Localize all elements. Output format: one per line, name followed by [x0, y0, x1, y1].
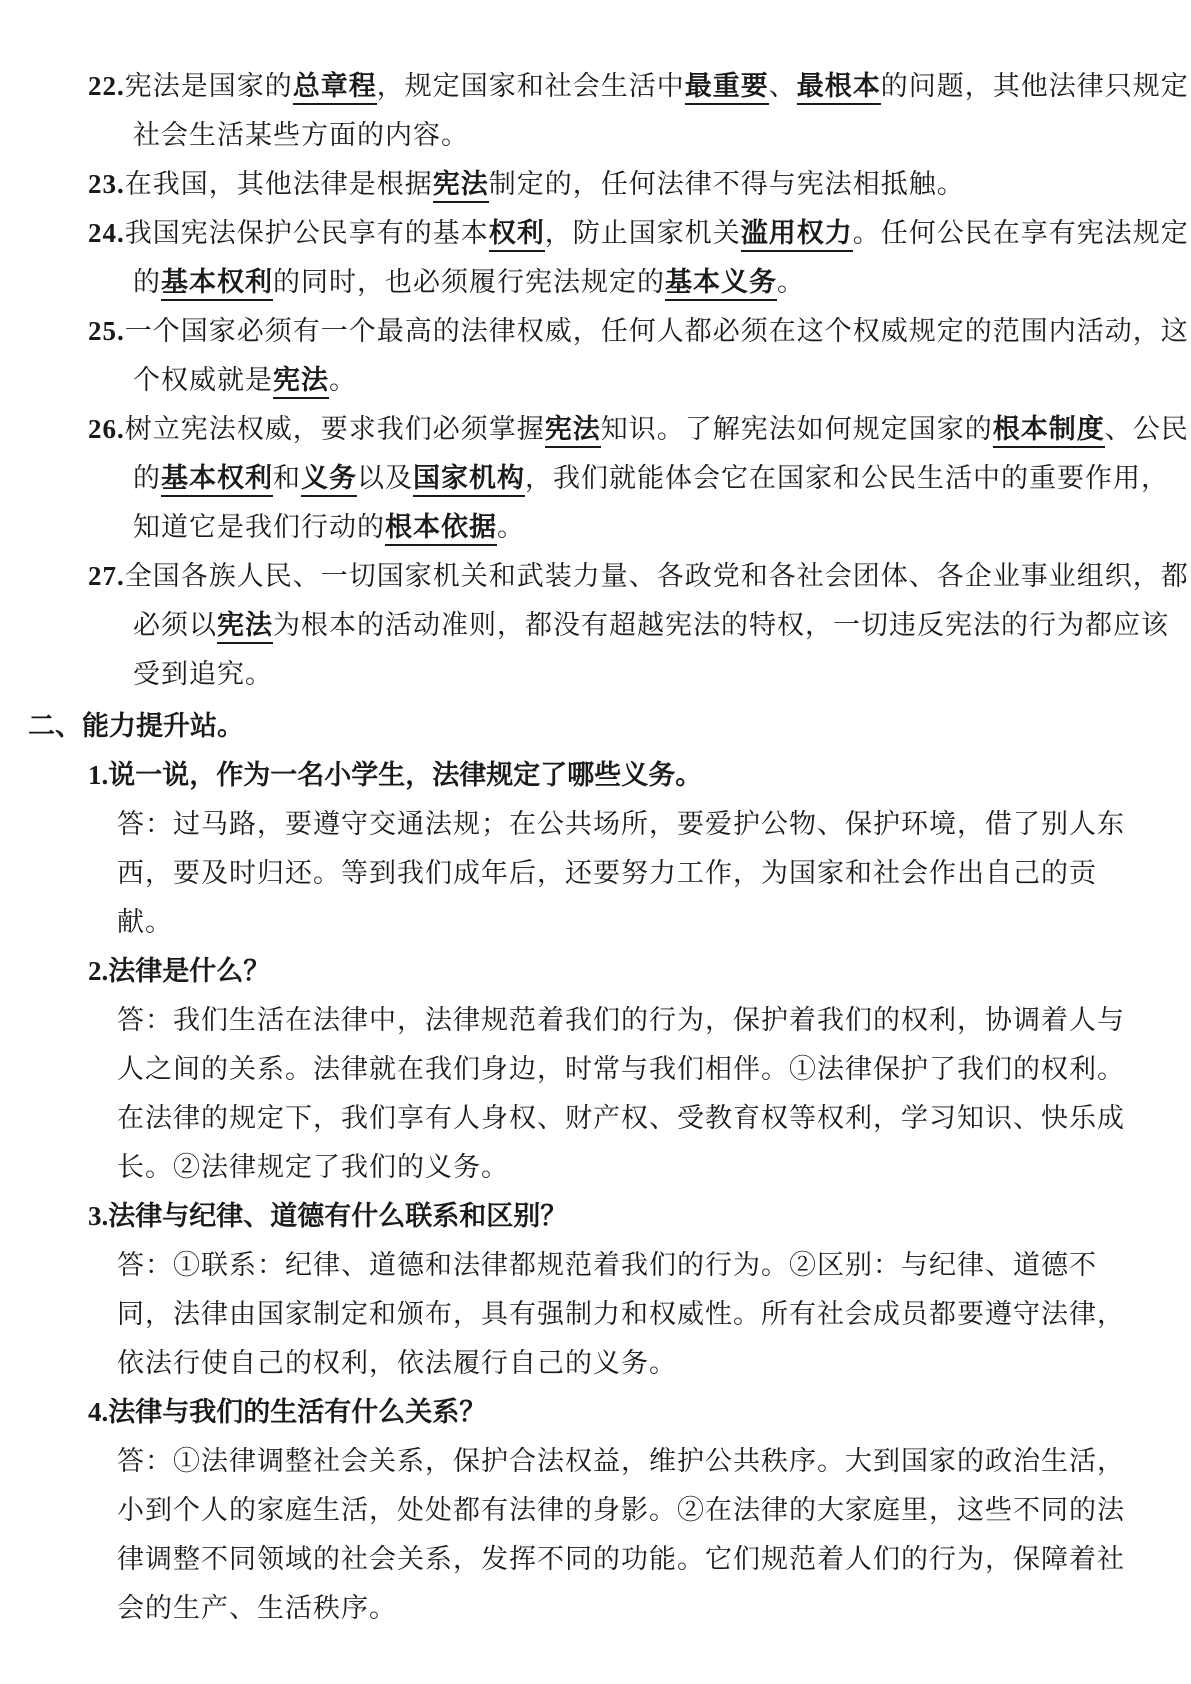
item-number: 22.	[88, 71, 125, 101]
item-24	[88, 209, 1191, 307]
item-text: 为根本的活动准则，都没有超越宪法的特权，一切违反宪法的行为都应该受到追究。	[133, 610, 1169, 690]
question-number: 1.	[88, 760, 109, 790]
item-text: 我国宪法保护公民享有的基本	[124, 218, 489, 249]
item-text: 和	[273, 463, 301, 494]
item-text: 。	[777, 267, 805, 298]
item-text: 、	[768, 71, 797, 102]
key-term: 滥用权力	[741, 218, 853, 252]
item-text: 以及	[357, 463, 413, 494]
answer-1: 答：过马路，要遵守交通法规；在公共场所，要爱护公物、保护环境，借了别人东西，要及时归还。等到我们成年后，还要努力工作，为国家和社会作出自己的贡献。	[117, 809, 1125, 938]
item-number: 27.	[88, 561, 125, 591]
question-2	[88, 947, 1148, 996]
question-text: 法律与纪律、道德有什么联系和区别？	[108, 1201, 568, 1232]
item-text: 一个国家必须有一个最高的法律权威，任何人都必须在这个权威规定的范围内活动，这个权威就是	[124, 316, 1189, 396]
item-text: 、公民的	[133, 414, 1189, 494]
key-term: 根本依据	[385, 512, 497, 546]
question-3	[88, 1192, 1148, 1241]
question-4	[88, 1388, 1148, 1437]
key-term: 权利	[489, 218, 545, 252]
item-text: 全国各族人民、一切国家机关和武装力量、各政党和各社会团体、各企业事业组织，都必须以	[124, 561, 1189, 641]
item-number: 25.	[88, 316, 125, 346]
question-number: 4.	[88, 1397, 109, 1427]
item-text: 在我国，其他法律是根据	[124, 169, 433, 200]
key-term: 基本权利	[161, 463, 273, 497]
key-term: 基本义务	[665, 267, 777, 301]
question-text: 法律与我们的生活有什么关系？	[108, 1397, 487, 1428]
key-term: 最重要	[685, 71, 769, 105]
section-title: 二、能力提升站。	[28, 711, 244, 742]
item-text: 。	[497, 512, 525, 543]
question-number: 3.	[88, 1201, 109, 1231]
item-25	[88, 307, 1191, 405]
key-term: 宪法	[273, 365, 329, 399]
item-text: 宪法是国家的	[124, 71, 293, 102]
item-text: 的问题，其他法律只规定社会生活某些方面的内容。	[133, 71, 1189, 151]
item-text: ，我们就能体会它在国家和公民生活中的重要作用，知道它是我们行动的	[133, 463, 1169, 543]
item-number: 26.	[88, 414, 125, 444]
question-text: 法律是什么？	[108, 956, 271, 987]
key-term: 义务	[301, 463, 357, 497]
key-term: 宪法	[545, 414, 601, 448]
answer-2: 答：我们生活在法律中，法律规范着我们的行为，保护着我们的权利，协调着人与人之间的关系。法律就在我们身边，时常与我们相伴。①法律保护了我们的权利。在法律的规定下，我们享有人身权、财产权、受教育权等权利，学习知识、快乐成长。②法律规定了我们的义务。	[117, 1005, 1125, 1183]
item-22	[88, 62, 1191, 160]
key-term: 基本权利	[161, 267, 273, 301]
item-number: 23.	[88, 169, 125, 199]
key-term: 根本制度	[993, 414, 1105, 448]
item-text: 制定的，任何法律不得与宪法相抵触。	[488, 169, 965, 200]
key-term: 宪法	[433, 169, 489, 203]
item-text: 的同时，也必须履行宪法规定的	[273, 267, 665, 298]
question-number: 2.	[88, 956, 109, 986]
key-term: 国家机构	[413, 463, 525, 497]
answer-4: 答：①法律调整社会关系，保护合法权益，维护公共秩序。大到国家的政治生活，小到个人的家庭生活，处处都有法律的身影。②在法律的大家庭里，这些不同的法律调整不同领域的社会关系，发挥不同的功能。它们规范着人们的行为，保障着社会的生产、生活秩序。	[117, 1446, 1125, 1624]
item-number: 24.	[88, 218, 125, 248]
key-term: 最根本	[797, 71, 881, 105]
item-text: ，规定国家和社会生活中	[376, 71, 685, 102]
item-27	[88, 552, 1191, 699]
item-text: 树立宪法权威，要求我们必须掌握	[124, 414, 545, 445]
item-23	[88, 160, 1191, 209]
item-text: 知识。了解宪法如何规定国家的	[600, 414, 993, 445]
item-26	[88, 405, 1191, 552]
answer-3: 答：①联系：纪律、道德和法律都规范着我们的行为。②区别：与纪律、道德不同，法律由国家制定和颁布，具有强制力和权威性。所有社会成员都要遵守法律，依法行使自己的权利，依法履行自己的义务。	[117, 1250, 1125, 1379]
question-1	[88, 751, 1148, 800]
question-text: 说一说，作为一名小学生，法律规定了哪些义务。	[108, 760, 703, 791]
item-text: 。任何公民在享有宪法规定的	[133, 218, 1189, 298]
key-term: 宪法	[217, 610, 273, 644]
item-text: 。	[329, 365, 357, 396]
key-term: 总章程	[293, 71, 377, 105]
item-text: ，防止国家机关	[544, 218, 741, 249]
